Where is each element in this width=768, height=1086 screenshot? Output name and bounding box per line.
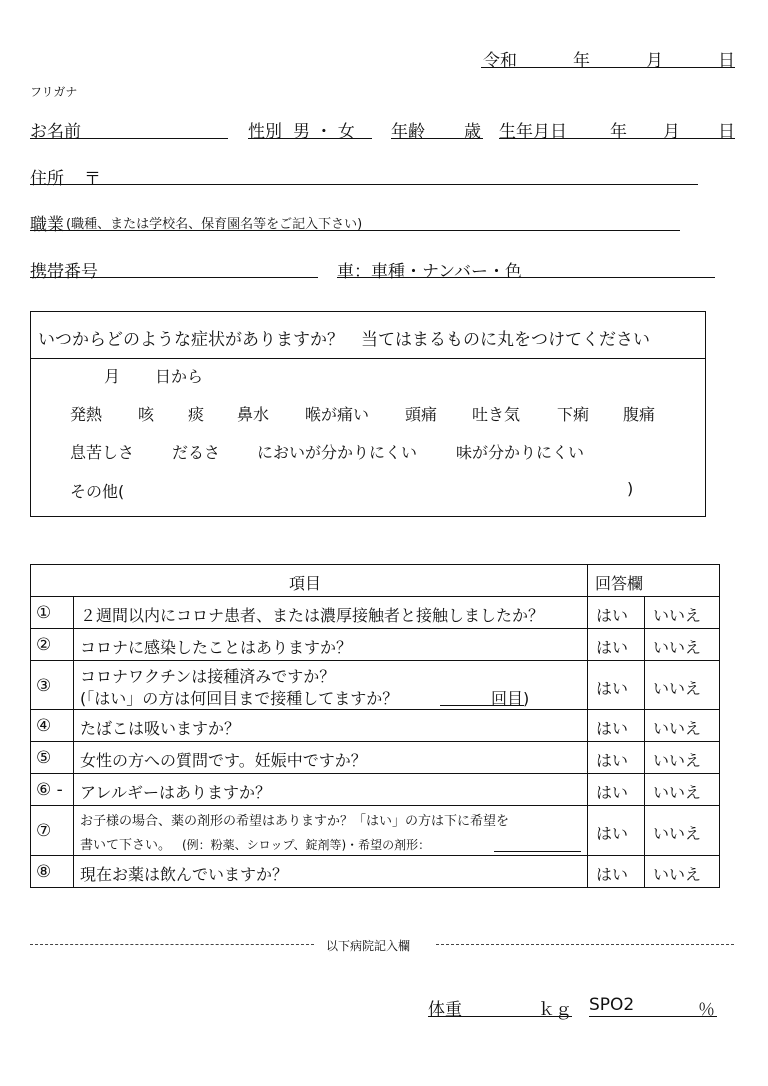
table-rule: [30, 741, 720, 742]
birth-year-label: 年: [610, 122, 627, 142]
address-underline: [30, 184, 698, 185]
car-label: 車：車種・ナンバー・色: [337, 262, 522, 282]
table-rule: [587, 564, 588, 888]
spo2-label: SPO2: [589, 995, 635, 1015]
name-label: お名前: [30, 122, 81, 142]
weight-underline: [428, 1016, 572, 1017]
question-text: 現在お薬は飲んでいますか？: [80, 865, 289, 884]
phone-label: 携帯番号: [30, 262, 98, 282]
symptom-fever[interactable]: 発熱: [70, 405, 103, 424]
vaccine-dose-unit: 回目): [491, 689, 530, 708]
table-rule: [30, 805, 720, 806]
weight-label: 体重: [428, 1000, 462, 1020]
date-era-label: 令和: [483, 51, 517, 71]
date-month-field[interactable]: [594, 46, 642, 64]
birth-day-label: 日: [718, 122, 735, 142]
row-number: ③: [36, 676, 52, 696]
table-rule: [587, 596, 720, 597]
row-number: ①: [36, 603, 52, 623]
furigana-field[interactable]: [96, 83, 236, 97]
name-underline: [30, 138, 228, 139]
symptom-other-label: その他(: [70, 482, 125, 501]
dosage-form-underline: [494, 851, 581, 852]
symptom-sore-throat[interactable]: 喉が痛い: [305, 405, 370, 424]
vaccine-dose-field[interactable]: [440, 686, 488, 702]
symptom-fatigue[interactable]: だるさ: [172, 443, 221, 462]
symptom-diarrhea[interactable]: 下痢: [557, 405, 590, 424]
answer-no[interactable]: いいえ: [653, 783, 702, 802]
age-label: 年齢: [391, 122, 425, 142]
answer-no[interactable]: いいえ: [653, 719, 702, 738]
sex-options[interactable]: 男 ・ 女: [293, 122, 355, 142]
answer-no[interactable]: いいえ: [653, 606, 702, 625]
table-rule: [30, 628, 720, 629]
address-field[interactable]: [108, 165, 688, 183]
birth-label: 生年月日: [499, 122, 567, 142]
birth-day-field[interactable]: [684, 118, 714, 136]
job-underline: [30, 230, 680, 231]
symptom-stomachache[interactable]: 腹痛: [623, 405, 656, 424]
symptom-taste-loss[interactable]: 味が分かりにくい: [456, 443, 585, 462]
phone-field[interactable]: [108, 258, 313, 276]
answer-yes[interactable]: はい: [596, 751, 629, 770]
answer-no[interactable]: いいえ: [653, 824, 702, 843]
section-divider-right: [436, 944, 734, 945]
job-label: 職業: [30, 215, 64, 235]
answer-yes[interactable]: はい: [596, 606, 629, 625]
symptoms-title-divider: [30, 358, 706, 359]
dosage-form-field[interactable]: [494, 834, 580, 849]
symptom-nausea[interactable]: 吐き気: [472, 405, 521, 424]
answer-no[interactable]: いいえ: [653, 865, 702, 884]
date-year-label: 年: [573, 51, 590, 71]
spo2-field[interactable]: [646, 996, 694, 1014]
phone-underline: [30, 277, 318, 278]
table-rule: [30, 773, 720, 774]
section-divider-left: [30, 944, 314, 945]
symptom-other-field[interactable]: [134, 480, 624, 498]
symptom-cough[interactable]: 咳: [138, 405, 155, 424]
row-number: ⑤: [36, 748, 52, 768]
date-underline: [481, 67, 735, 68]
answer-yes[interactable]: はい: [596, 824, 629, 843]
symptom-runny-nose[interactable]: 鼻水: [237, 405, 270, 424]
question-subtext: 書いて下さい。: [80, 838, 172, 853]
question-text: 女性の方への質問です。妊娠中ですか？: [80, 751, 367, 770]
age-underline: [391, 138, 483, 139]
birth-month-label: 月: [663, 122, 680, 142]
age-unit: 歳: [464, 122, 481, 142]
symptoms-title: いつからどのような症状がありますか？ 当てはまるものに丸をつけてください: [38, 330, 650, 350]
answer-no[interactable]: いいえ: [653, 679, 702, 698]
symptom-smell-loss[interactable]: においが分かりにくい: [257, 443, 418, 462]
name-field[interactable]: [86, 118, 226, 136]
answer-yes[interactable]: はい: [596, 783, 629, 802]
row-number: ⑥ -: [36, 780, 63, 800]
birth-month-field[interactable]: [630, 118, 660, 136]
answer-no[interactable]: いいえ: [653, 638, 702, 657]
sex-label: 性別: [248, 122, 282, 142]
question-text: コロナに感染したことはありますか？: [80, 638, 353, 657]
birth-year-field[interactable]: [574, 118, 608, 136]
table-rule: [30, 596, 587, 597]
job-field[interactable]: [420, 211, 675, 229]
car-field[interactable]: [540, 258, 712, 276]
table-rule: [30, 709, 720, 710]
table-rule: [73, 596, 74, 888]
row-number: ④: [36, 716, 52, 736]
hospital-section-label: 以下病院記入欄: [326, 939, 411, 953]
answer-no[interactable]: いいえ: [653, 751, 702, 770]
answer-yes[interactable]: はい: [596, 638, 629, 657]
answer-yes[interactable]: はい: [596, 719, 629, 738]
table-rule: [30, 660, 720, 661]
symptom-headache[interactable]: 頭痛: [405, 405, 438, 424]
table-rule: [30, 855, 720, 856]
question-text: たばこは吸いますか？: [80, 719, 241, 738]
weight-unit: ｋｇ: [538, 1000, 572, 1020]
spo2-unit: ％: [698, 1000, 715, 1020]
date-day-label: 日: [718, 51, 735, 71]
dosage-form-example: (例：粉薬、シロップ、錠剤等)・希望の剤形：: [182, 838, 431, 852]
symptom-since-day: 日から: [155, 367, 204, 386]
answer-yes[interactable]: はい: [596, 865, 629, 884]
address-label: 住所: [30, 169, 64, 189]
car-underline: [337, 277, 715, 278]
row-number: ②: [36, 635, 52, 655]
question-text: コロナワクチンは接種済みですか？: [80, 667, 336, 686]
col-header-item: 項目: [289, 574, 322, 593]
row-number: ⑦: [36, 821, 52, 841]
question-text: アレルギーはありますか？: [80, 783, 271, 802]
table-rule: [644, 596, 645, 888]
birth-underline: [499, 138, 735, 139]
postal-mark: 〒: [84, 169, 101, 189]
sex-underline: [248, 138, 372, 139]
question-subtext: (「はい」の方は何回目まで接種してますか？: [80, 689, 399, 708]
job-note: (職種、または学校名、保育園名等をご記入下さい): [66, 217, 363, 232]
answer-yes[interactable]: はい: [596, 679, 629, 698]
question-text: ２週間以内にコロナ患者、または濃厚接触者と接触しましたか？: [80, 606, 545, 625]
symptom-since-month: 月: [104, 367, 121, 386]
weight-field[interactable]: [470, 996, 536, 1014]
symptom-other-close: ): [627, 479, 634, 498]
spo2-underline: [589, 1016, 717, 1017]
row-number: ⑧: [36, 862, 52, 882]
furigana-label: フリガナ: [30, 85, 78, 99]
symptom-dyspnea[interactable]: 息苦しさ: [70, 443, 135, 462]
date-month-label: 月: [646, 51, 663, 71]
age-field[interactable]: [432, 118, 460, 136]
col-header-answer: 回答欄: [595, 574, 644, 593]
date-day-field[interactable]: [666, 46, 714, 64]
date-year-field[interactable]: [520, 46, 568, 64]
symptom-phlegm[interactable]: 痰: [188, 405, 205, 424]
question-text: お子様の場合、薬の剤形の希望はありますか？「はい」の方は下に希望を: [80, 814, 510, 829]
